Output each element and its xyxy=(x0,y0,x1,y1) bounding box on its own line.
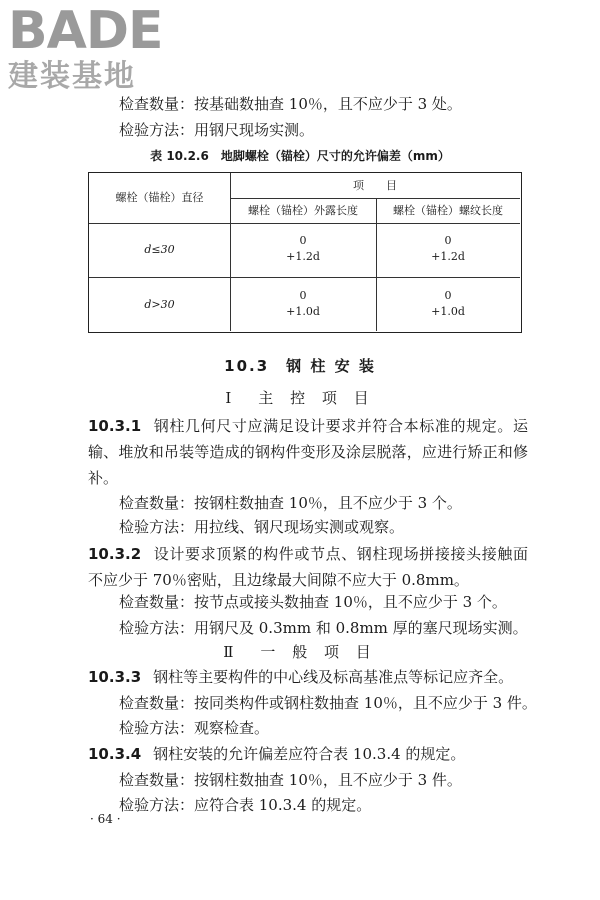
table-cell: 0 +1.2d xyxy=(431,234,465,263)
clause-text: 钢柱安装的允许偏差应符合表 10.3.4 的规定。 xyxy=(153,745,466,763)
tolerance-table xyxy=(88,172,522,333)
table-col-exposed-length: 螺栓（锚栓）外露长度 xyxy=(248,204,358,217)
clause-text: 钢柱等主要构件的中心线及标高基准点等标记应齐全。 xyxy=(153,668,514,686)
table-row-header: 螺栓（锚栓）直径 xyxy=(115,191,204,204)
subsection-general: Ⅱ 一 般 项 目 xyxy=(223,643,377,661)
logo xyxy=(8,1,183,94)
clause-inspect-quantity: 检查数量：按钢柱数抽查 10％，且不应少于 3 个。 xyxy=(119,494,462,512)
clause-text: 钢柱几何尺寸应满足设计要求并符合本标准的规定。运输、堆放和吊装等造成的钢构件变形及涂层脱落，应进行矫正和修补。 xyxy=(88,417,528,487)
table-cell: 0 +1.2d xyxy=(286,234,320,263)
clause-number: 10.3.1 xyxy=(88,417,142,435)
clause-inspect-method: 检验方法：用拉线、钢尺现场实测或观察。 xyxy=(119,518,405,536)
clause-number: 10.3.3 xyxy=(88,668,142,686)
clause-inspect-method: 检验方法：用钢尺及 0.3mm 和 0.8mm 厚的塞尺现场实测。 xyxy=(119,619,528,637)
inspect-method-line: 检验方法：用钢尺现场实测。 xyxy=(119,121,315,139)
clause-10-3-3 xyxy=(88,664,528,690)
table-group-header: 项 目 xyxy=(353,179,397,192)
inspect-quantity-line: 检查数量：按基础数抽查 10％，且不应少于 3 处。 xyxy=(119,95,462,113)
table-cell: 0 +1.0d xyxy=(431,289,465,318)
clause-inspect-quantity: 检查数量：按同类构件或钢柱数抽查 10％，且不应少于 3 件。 xyxy=(119,694,537,712)
clause-number: 10.3.4 xyxy=(88,745,142,763)
clause-inspect-quantity: 检查数量：按节点或接头数抽查 10％，且不应少于 3 个。 xyxy=(119,593,507,611)
clause-10-3-1 xyxy=(88,413,528,491)
section-title: 10.3 钢 柱 安 装 xyxy=(224,357,376,375)
clause-inspect-quantity: 检查数量：按钢柱数抽查 10％，且不应少于 3 件。 xyxy=(119,771,462,789)
logo-subtitle: 建装基地 xyxy=(8,59,136,94)
table-caption: 表 10.2.6 地脚螺栓（锚栓）尺寸的允许偏差（mm） xyxy=(150,149,450,163)
table-row-label: d≤30 xyxy=(144,243,175,256)
table-cell: 0 +1.0d xyxy=(286,289,320,318)
clause-text: 设计要求顶紧的构件或节点、钢柱现场拼接接头接触面不应少于 70％密贴，且边缘最大间隙不应大于 0.8mm。 xyxy=(88,545,528,589)
clause-number: 10.3.2 xyxy=(88,545,142,563)
subsection-main-control: Ⅰ 主 控 项 目 xyxy=(225,389,375,407)
clause-inspect-method: 检验方法：应符合表 10.3.4 的规定。 xyxy=(119,796,372,814)
clause-10-3-4 xyxy=(88,741,528,767)
logo-brand: BADE xyxy=(8,1,163,61)
clause-10-3-2 xyxy=(88,541,528,593)
table-row-label: d>30 xyxy=(144,298,175,311)
clause-inspect-method: 检验方法：观察检查。 xyxy=(119,719,270,737)
page-number: · 64 · xyxy=(90,812,121,826)
table-col-thread-length: 螺栓（锚栓）螺纹长度 xyxy=(393,204,503,217)
